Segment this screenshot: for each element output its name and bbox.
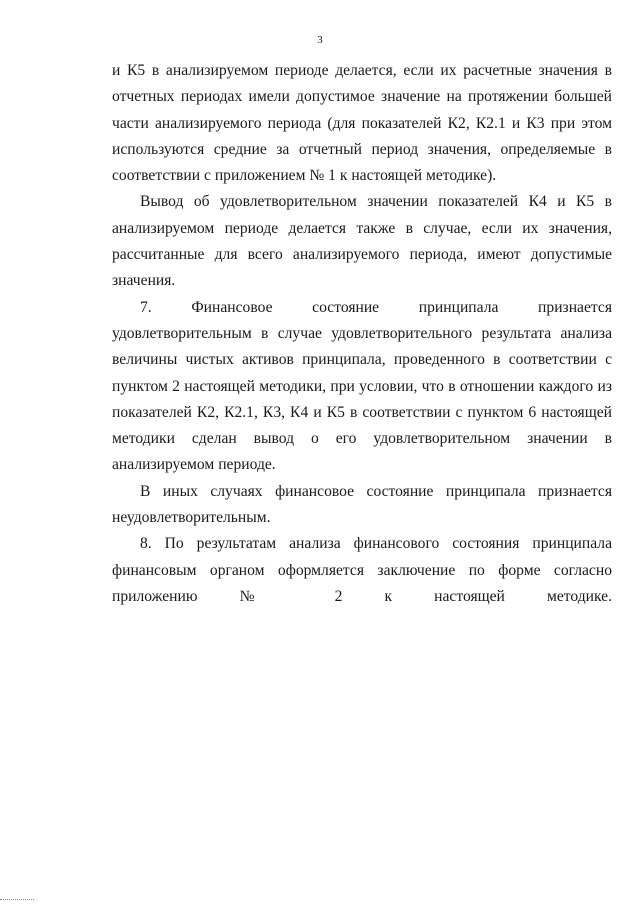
paragraph-k4-k5-conclusion: Вывод об удовлетворительном значении показателей К4 и К5 в анализируемом периоде делается также в случае, если их значения, рассчитанные для всего анализируемого периода, имеют допустимые значения. (112, 193, 612, 290)
page-number: 3 (317, 34, 323, 46)
paragraph-other-cases: В иных случаях финансовое состояние принципала признается неудовлетворительным. (112, 482, 612, 527)
paragraph-continuation: и К5 в анализируемом периоде делается, если их расчетные значения в отчетных периодах имели допустимое значение на протяжении большей части анализируемого периода (для показателей К2, К2.1 и К3 при этом используются средние за отчетный период значения, определяемые в соответствии с приложением № 1 к настоящей методике). (112, 62, 612, 185)
paragraph-item-8: 8. По результатам анализа финансового состояния принципала финансовым органом оформляется заключение по форме согласно приложению № 2 к настоящей методике. (112, 535, 612, 605)
document-body (112, 58, 612, 610)
footer-divider (0, 899, 34, 901)
paragraph-item-7: 7. Финансовое состояние принципала признается удовлетворительным в случае удовлетворительного результата анализа величины чистых активов принципала, проведенного в соответствии с пунктом 2 настоящей методики, при условии, что в отношении каждого из показателей К2, К2.1, К3, К4 и К5 в соответствии с пунктом 6 настоящей методики сделан вывод о его удовлетворительном значении в анализируемом периоде. (112, 298, 612, 474)
